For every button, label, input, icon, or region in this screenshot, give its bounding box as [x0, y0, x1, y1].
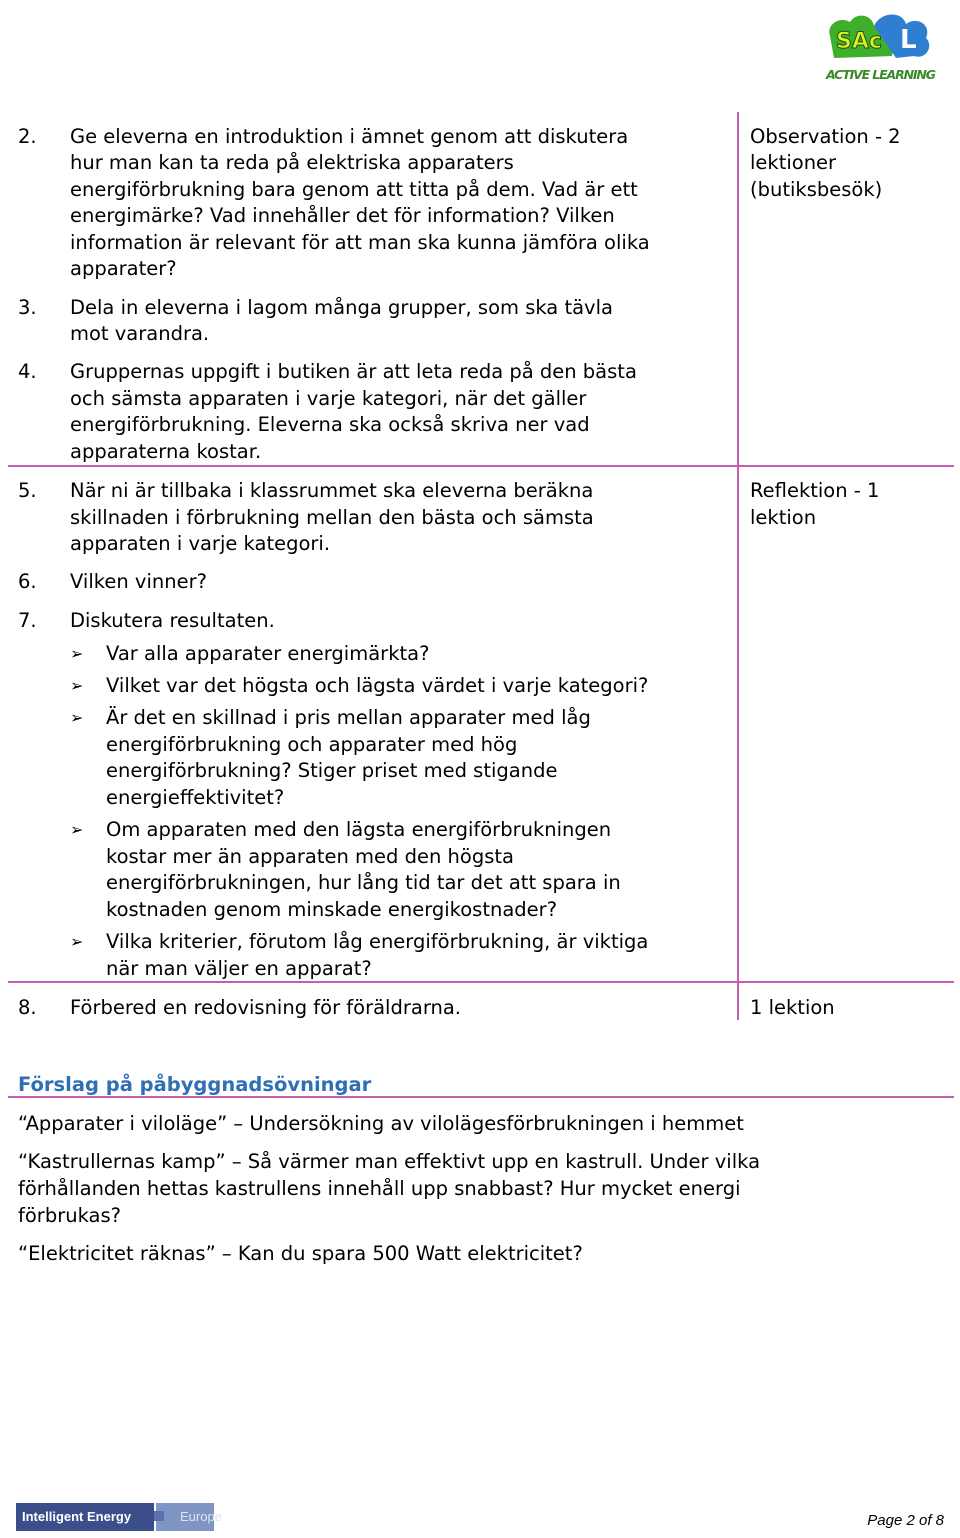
step-line: apparater?	[70, 257, 177, 280]
side-note-line: Reflektion - 1	[750, 479, 880, 502]
step-number: 7.	[18, 609, 37, 632]
svg-text:L: L	[900, 25, 917, 55]
bullet-line: kostar mer än apparaten med den högsta	[106, 845, 514, 868]
step-number: 6.	[18, 570, 37, 593]
step-line: apparaterna kostar.	[70, 440, 262, 463]
footer-logo-text: Intelligent Energy	[22, 1509, 132, 1524]
side-note-line: lektioner	[750, 151, 837, 174]
arrow-bullet-icon: ➢	[70, 644, 84, 663]
step-number: 3.	[18, 296, 37, 319]
bullet-line: Var alla apparater energimärkta?	[106, 642, 430, 665]
bullet-line: Vilket var det högsta och lägsta värdet i varje kategori?	[106, 674, 649, 697]
bullet-line: energiförbrukning? Stiger priset med stigande	[106, 759, 558, 782]
step-number: 4.	[18, 360, 37, 383]
arrow-bullet-icon: ➢	[70, 676, 84, 695]
side-note-line: 1 lektion	[750, 996, 835, 1019]
bullet-line: kostnaden genom minskade energikostnader?	[106, 898, 558, 921]
step-line: energiförbrukning. Eleverna ska också skriva ner vad	[70, 413, 590, 436]
bullet-line: energieffektivitet?	[106, 786, 285, 809]
intelligent-energy-europe-logo	[16, 1503, 222, 1531]
step-line: mot varandra.	[70, 322, 210, 345]
step-line: När ni är tillbaka i klassrummet ska eleverna beräkna	[70, 479, 594, 502]
step-line: Gruppernas uppgift i butiken är att leta reda på den bästa	[70, 360, 637, 383]
arrow-bullet-icon: ➢	[70, 932, 84, 951]
step-line: information är relevant för att man ska kunna jämföra olika	[70, 231, 650, 254]
step-number: 5.	[18, 479, 37, 502]
arrow-bullet-icon: ➢	[70, 820, 84, 839]
extension-line: förbrukas?	[18, 1204, 121, 1227]
step-line: Förbered en redovisning för föräldrarna.	[70, 996, 461, 1019]
bullet-line: Om apparaten med den lägsta energiförbrukningen	[106, 818, 612, 841]
step-line: Dela in eleverna i lagom många grupper, som ska tävla	[70, 296, 613, 319]
side-note-line: lektion	[750, 506, 817, 529]
page-number: Page 2 of 8	[867, 1512, 944, 1529]
step-line: och sämsta apparaten i varje kategori, när det gäller	[70, 387, 587, 410]
extension-line: “Kastrullernas kamp” – Så värmer man effektivt upp en kastrull. Under vilka	[18, 1150, 761, 1173]
step-line: hur man kan ta reda på elektriska apparaters	[70, 151, 514, 174]
active-learning-logo	[822, 6, 940, 86]
step-line: Vilken vinner?	[70, 570, 207, 593]
logo-text: ACTIVE LEARNING	[826, 67, 936, 82]
side-note-line: (butiksbesök)	[750, 178, 883, 201]
bullet-line: energiförbrukningen, hur lång tid tar det att spara in	[106, 871, 621, 894]
heading-underline	[8, 1096, 954, 1098]
step-line: Ge eleverna en introduktion i ämnet genom att diskutera	[70, 125, 629, 148]
side-note-line: Observation - 2	[750, 125, 901, 148]
bullet-line: energiförbrukning och apparater med hög	[106, 733, 518, 756]
step-number: 8.	[18, 996, 37, 1019]
bullet-line: Vilka kriterier, förutom låg energiförbrukning, är viktiga	[106, 930, 649, 953]
bullet-line: när man väljer en apparat?	[106, 957, 372, 980]
footer-logo-text-secondary: Europe	[180, 1509, 222, 1524]
arrow-bullet-icon: ➢	[70, 708, 84, 727]
extension-line: förhållanden hettas kastrullens innehåll upp snabbast? Hur mycket energi	[18, 1177, 741, 1200]
step-line: Diskutera resultaten.	[70, 609, 275, 632]
step-number: 2.	[18, 125, 37, 148]
step-line: apparaten i varje kategori.	[70, 532, 331, 555]
table-column-divider	[737, 112, 739, 1020]
step-line: skillnaden i förbrukning mellan den bästa och sämsta	[70, 506, 594, 529]
extension-line: “Elektricitet räknas” – Kan du spara 500 Watt elektricitet?	[18, 1242, 583, 1265]
section-heading: Förslag på påbyggnadsövningar	[18, 1073, 372, 1096]
step-line: energiförbrukning bara genom att titta på dem. Vad är ett	[70, 178, 638, 201]
svg-text:SAc: SAc	[836, 29, 882, 54]
bullet-line: Är det en skillnad i pris mellan apparater med låg	[106, 706, 591, 729]
step-line: energimärke? Vad innehåller det för information? Vilken	[70, 204, 615, 227]
extension-line: “Apparater i viloläge” – Undersökning av vilolägesförbrukningen i hemmet	[18, 1112, 744, 1135]
